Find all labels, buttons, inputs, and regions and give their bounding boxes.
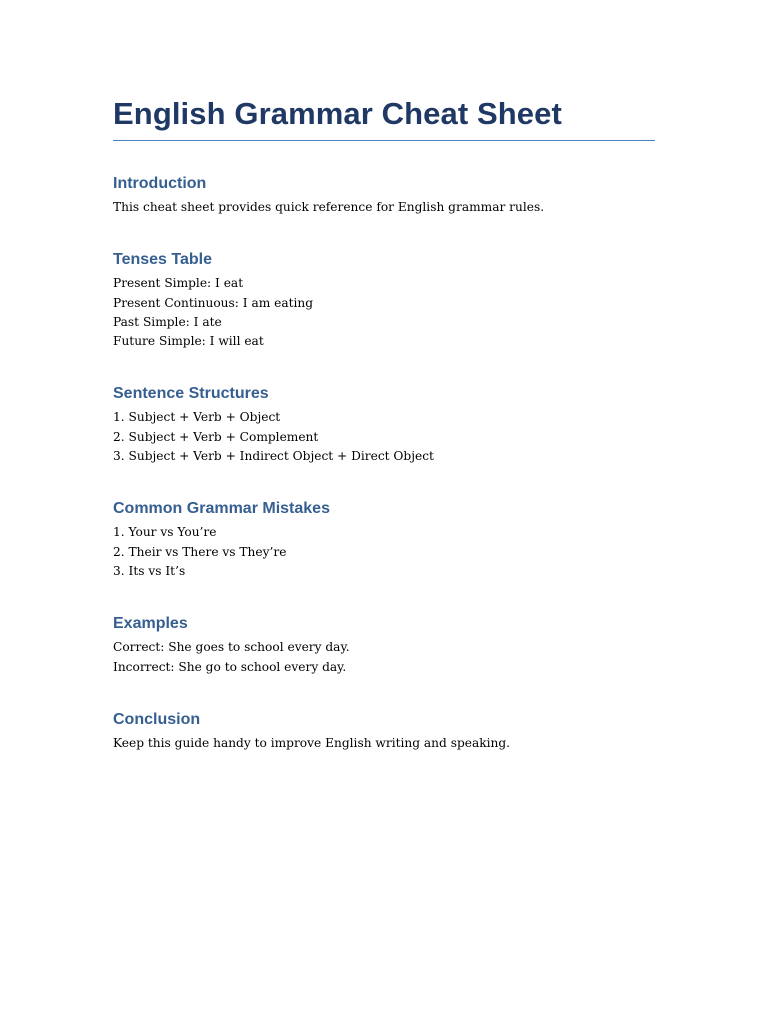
body-line: Incorrect: She go to school every day.: [113, 659, 347, 674]
section-heading-conclusion: Conclusion: [113, 710, 201, 728]
section-tenses-table: [113, 250, 655, 351]
section-heading-sentence-structures: Sentence Structures: [113, 385, 269, 403]
body-line: 3. Subject + Verb + Indirect Object + Direct Object: [113, 449, 434, 464]
body-line: Present Simple: I eat: [113, 276, 244, 291]
body-line: Past Simple: I ate: [113, 314, 222, 329]
body-line: Present Continuous: I am eating: [113, 295, 314, 310]
document-title: English Grammar Cheat Sheet: [113, 94, 655, 141]
section-heading-tenses-table: Tenses Table: [113, 251, 212, 269]
section-body-tenses-table: [113, 274, 655, 351]
section-introduction: [113, 174, 655, 217]
document-content: [113, 94, 655, 753]
body-line: 3. Its vs It’s: [113, 563, 186, 578]
body-line: 1. Your vs You’re: [113, 525, 217, 540]
body-line: 2. Subject + Verb + Complement: [113, 429, 319, 444]
section-heading-examples: Examples: [113, 615, 188, 633]
body-line: Future Simple: I will eat: [113, 334, 264, 349]
section-body-common-grammar-mistakes: [113, 523, 655, 581]
section-body-sentence-structures: [113, 408, 655, 466]
body-line: 2. Their vs There vs They’re: [113, 544, 287, 559]
body-line: Correct: She goes to school every day.: [113, 640, 350, 655]
body-line: Keep this guide handy to improve English writing and speaking.: [113, 735, 511, 750]
section-heading-introduction: Introduction: [113, 175, 207, 192]
section-body-introduction: [113, 198, 655, 217]
section-common-grammar-mistakes: [113, 499, 655, 581]
section-body-examples: [113, 638, 655, 677]
section-body-conclusion: [113, 734, 655, 753]
section-conclusion: [113, 710, 655, 753]
body-line: 1. Subject + Verb + Object: [113, 410, 281, 425]
section-examples: [113, 614, 655, 677]
section-sentence-structures: [113, 384, 655, 466]
section-heading-common-grammar-mistakes: Common Grammar Mistakes: [113, 500, 330, 518]
body-line: This cheat sheet provides quick reference for English grammar rules.: [113, 200, 545, 214]
